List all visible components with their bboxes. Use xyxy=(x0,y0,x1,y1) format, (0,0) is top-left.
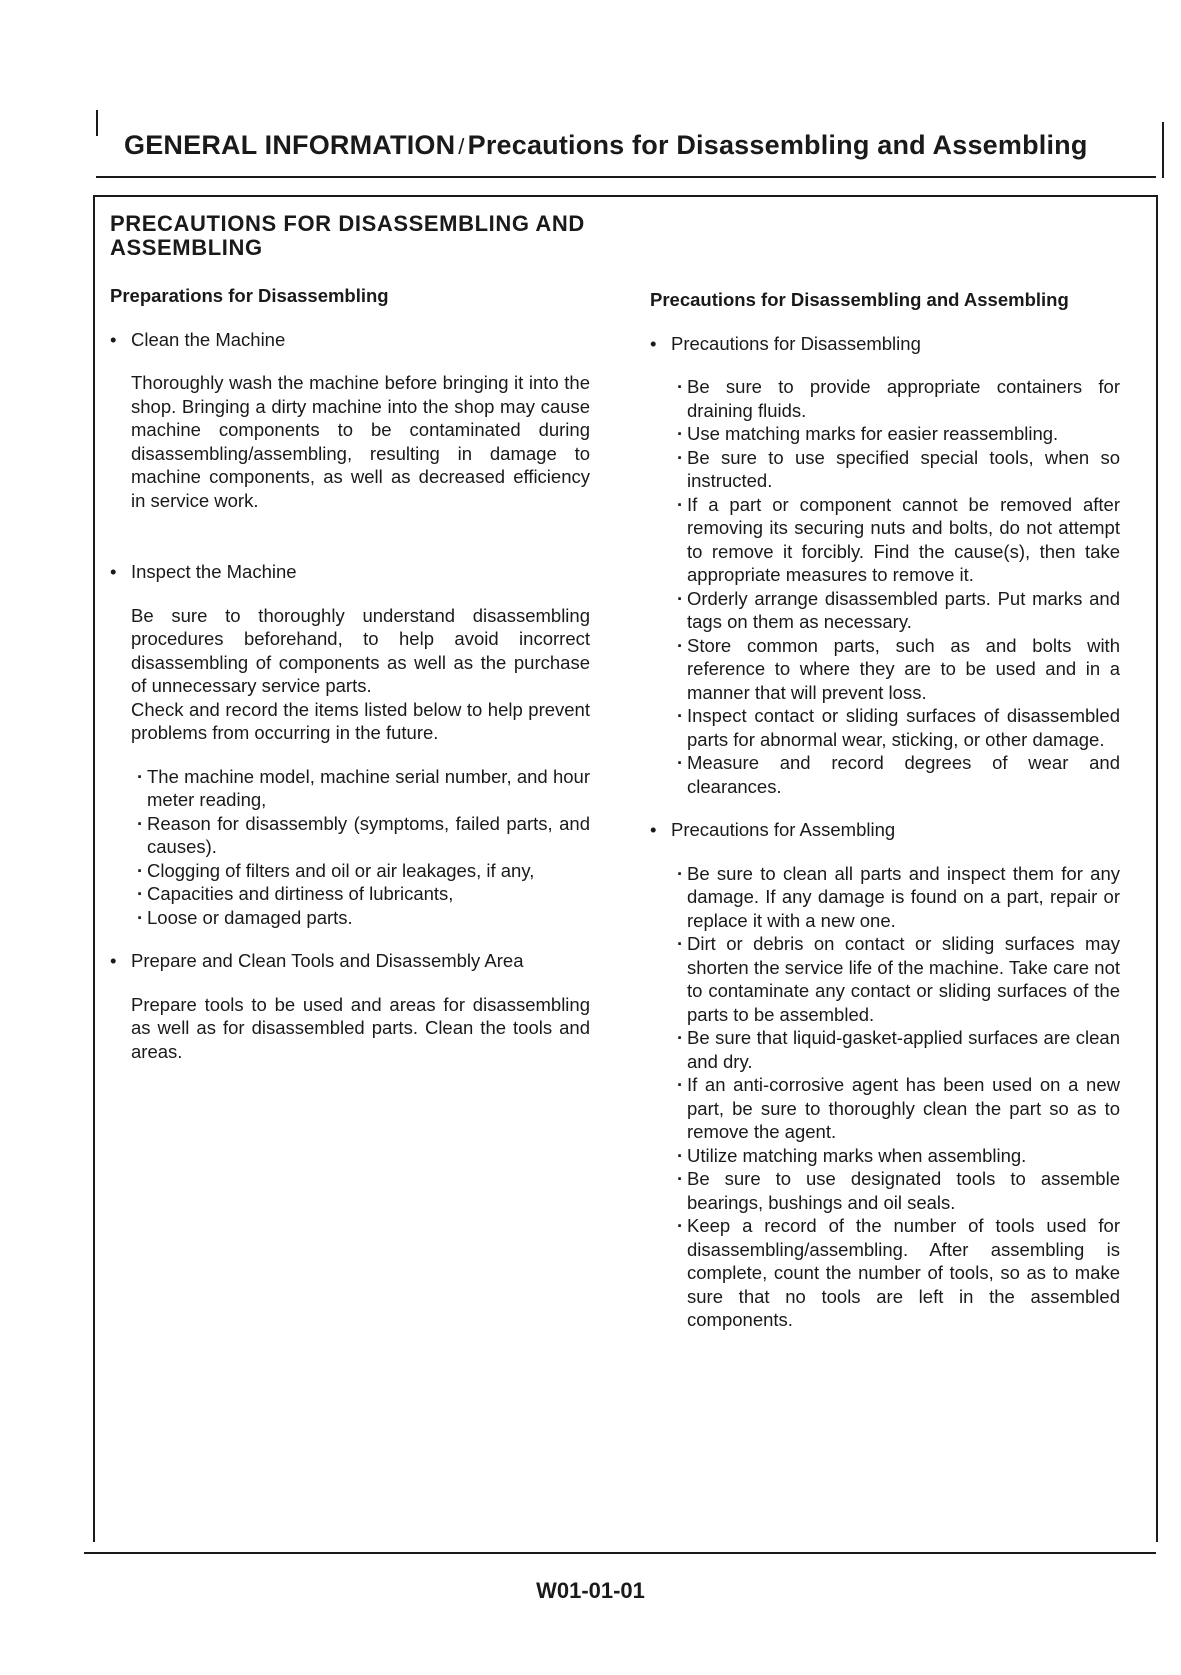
prepare-text: Prepare tools to be used and areas for disassembling as well as for disassembled parts. Clean the tools and areas. xyxy=(131,993,590,1062)
right-column xyxy=(650,288,1120,1332)
inspect-checklist xyxy=(110,765,590,930)
inspect-heading: • Inspect the Machine xyxy=(110,560,590,584)
header-main: GENERAL INFORMATION xyxy=(124,130,456,160)
content-bottom-rule xyxy=(84,1552,1156,1554)
clean-text: Thoroughly wash the machine before bringing it into the shop. Bringing a dirty machine into the shop may cause machine components to be contaminated during disassembling/assembling, resulting in damage to machine components, as well as decreased efficiency in service work. xyxy=(131,372,590,511)
margin-tick xyxy=(1162,122,1164,178)
list-item: · If a part or component cannot be removed after removing its securing nuts and bolts, do not attempt to remove it forcibly. Find the cause(s), then take appropriate measures to remove it. xyxy=(677,493,1120,587)
list-item: · Clogging of filters and oil or air leakages, if any, xyxy=(137,859,590,883)
list-item: · Capacities and dirtiness of lubricants, xyxy=(137,882,590,906)
header-separator: / xyxy=(458,134,465,159)
page-number: W01-01-01 xyxy=(536,1578,645,1603)
list-item: · Measure and record degrees of wear and clearances. xyxy=(677,751,1120,798)
assembling-heading: • Precautions for Assembling xyxy=(650,818,1120,842)
list-item: · Loose or damaged parts. xyxy=(137,906,590,930)
list-item: · Orderly arrange disassembled parts. Put marks and tags on them as necessary. xyxy=(677,587,1120,634)
list-item: · Use matching marks for easier reassembling. xyxy=(677,422,1120,446)
left-subtitle: Preparations for Disassembling xyxy=(110,285,389,306)
assembling-list xyxy=(650,862,1120,1332)
list-item: · Be sure to use designated tools to assemble bearings, bushings and oil seals. xyxy=(677,1167,1120,1214)
list-item: · Be sure to provide appropriate containers for draining fluids. xyxy=(677,375,1120,422)
list-item: · Store common parts, such as and bolts with reference to where they are to be used and in a manner that will prevent loss. xyxy=(677,634,1120,705)
list-item: · Be sure to clean all parts and inspect them for any damage. If any damage is found on a part, repair or replace it with a new one. xyxy=(677,862,1120,933)
list-item: · Dirt or debris on contact or sliding surfaces may shorten the service life of the machine. Take care not to contaminate any contact or sliding surfaces of the parts to be assembled. xyxy=(677,932,1120,1026)
disassembling-list xyxy=(650,375,1120,798)
left-column xyxy=(110,284,590,1063)
list-item: · Reason for disassembly (symptoms, failed parts, and causes). xyxy=(137,812,590,859)
disassembling-heading: • Precautions for Disassembling xyxy=(650,332,1120,356)
inspect-text-1: Be sure to thoroughly understand disassembling procedures beforehand, to help avoid incorrect disassembling of components as well as the purchase of unnecessary service parts. xyxy=(131,604,590,696)
list-item: · Inspect contact or sliding surfaces of disassembled parts for abnormal wear, sticking, or other damage. xyxy=(677,704,1120,751)
header-title xyxy=(124,130,1088,161)
list-item: · The machine model, machine serial number, and hour meter reading, xyxy=(137,765,590,812)
prepare-heading: • Prepare and Clean Tools and Disassembly Area xyxy=(110,949,590,973)
section-title: PRECAUTIONS FOR DISASSEMBLING AND ASSEMBLING xyxy=(110,211,585,260)
list-item: · Keep a record of the number of tools used for disassembling/assembling. After assembling is complete, count the number of tools, so as to make sure that no tools are left in the assembled components. xyxy=(677,1214,1120,1332)
inspect-text-2: Check and record the items listed below to help prevent problems from occurring in the future. xyxy=(131,698,590,743)
list-item: · Be sure to use specified special tools, when so instructed. xyxy=(677,446,1120,493)
header-sub: Precautions for Disassembling and Assembling xyxy=(467,130,1088,160)
list-item: · Utilize matching marks when assembling. xyxy=(677,1144,1120,1168)
list-item: · Be sure that liquid-gasket-applied surfaces are clean and dry. xyxy=(677,1026,1120,1073)
page-header xyxy=(96,118,1156,178)
clean-heading: • Clean the Machine xyxy=(110,328,590,352)
right-subtitle: Precautions for Disassembling and Assembling xyxy=(650,289,1069,310)
list-item: · If an anti-corrosive agent has been used on a new part, be sure to thoroughly clean the part so as to remove the agent. xyxy=(677,1073,1120,1144)
